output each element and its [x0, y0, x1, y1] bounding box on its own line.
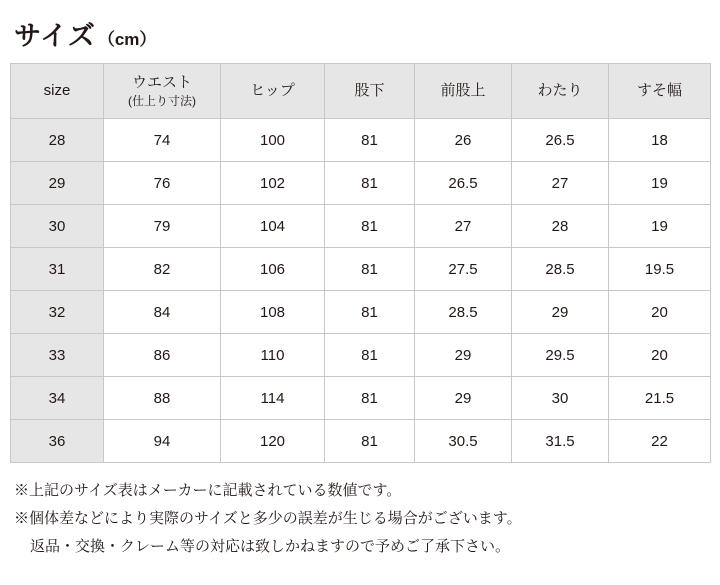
table-row	[11, 334, 711, 377]
cell-hem: 22	[609, 420, 711, 463]
cell-thigh: 29	[512, 291, 609, 334]
cell-front-rise: 29	[415, 334, 512, 377]
table-header-row	[11, 64, 711, 119]
column-header-inseam: 股下	[325, 64, 415, 119]
cell-hem: 18	[609, 119, 711, 162]
cell-size: 34	[11, 377, 104, 420]
cell-hip: 104	[221, 205, 325, 248]
cell-thigh: 27	[512, 162, 609, 205]
cell-hip: 100	[221, 119, 325, 162]
cell-inseam: 81	[325, 205, 415, 248]
column-header-size: size	[11, 64, 104, 119]
cell-hip: 106	[221, 248, 325, 291]
cell-inseam: 81	[325, 248, 415, 291]
page-title-unit: （cm）	[97, 30, 157, 49]
table-row	[11, 119, 711, 162]
cell-waist: 86	[104, 334, 221, 377]
cell-waist: 88	[104, 377, 221, 420]
cell-front-rise: 28.5	[415, 291, 512, 334]
table-row	[11, 377, 711, 420]
cell-front-rise: 30.5	[415, 420, 512, 463]
cell-size: 36	[11, 420, 104, 463]
table-body	[11, 119, 711, 463]
cell-hem: 19	[609, 205, 711, 248]
cell-front-rise: 29	[415, 377, 512, 420]
cell-front-rise: 27	[415, 205, 512, 248]
table-row	[11, 205, 711, 248]
cell-waist: 94	[104, 420, 221, 463]
cell-inseam: 81	[325, 334, 415, 377]
cell-hem: 21.5	[609, 377, 711, 420]
size-table	[10, 63, 711, 463]
note-line-1: ※上記のサイズ表はメーカーに記載されている数値です。	[14, 482, 402, 499]
cell-inseam: 81	[325, 119, 415, 162]
table-row	[11, 248, 711, 291]
cell-hip: 110	[221, 334, 325, 377]
cell-hip: 114	[221, 377, 325, 420]
cell-hem: 20	[609, 291, 711, 334]
table-row	[11, 291, 711, 334]
table-row	[11, 420, 711, 463]
notes-section	[14, 477, 710, 560]
cell-front-rise: 27.5	[415, 248, 512, 291]
column-header-hem: すそ幅	[609, 64, 711, 119]
cell-hem: 20	[609, 334, 711, 377]
cell-waist: 82	[104, 248, 221, 291]
cell-thigh: 28	[512, 205, 609, 248]
cell-inseam: 81	[325, 377, 415, 420]
note-line-3: 返品・交換・クレーム等の対応は致しかねますので予めご了承下さい。	[30, 537, 511, 555]
column-header-thigh: わたり	[512, 64, 609, 119]
table-header	[11, 64, 711, 119]
cell-thigh: 30	[512, 377, 609, 420]
cell-waist: 79	[104, 205, 221, 248]
cell-inseam: 81	[325, 162, 415, 205]
cell-front-rise: 26.5	[415, 162, 512, 205]
column-header-waist: ウエスト (仕上り寸法)	[104, 64, 221, 119]
table-row	[11, 162, 711, 205]
cell-size: 32	[11, 291, 104, 334]
cell-waist: 74	[104, 119, 221, 162]
note-line-2: ※個体差などにより実際のサイズと多少の誤差が生じる場合がございます。	[14, 509, 522, 527]
cell-hip: 102	[221, 162, 325, 205]
column-header-front-rise: 前股上	[415, 64, 512, 119]
cell-thigh: 29.5	[512, 334, 609, 377]
cell-hip: 108	[221, 291, 325, 334]
cell-waist: 76	[104, 162, 221, 205]
column-header-hip: ヒップ	[221, 64, 325, 119]
page-title	[10, 0, 710, 63]
cell-size: 31	[11, 248, 104, 291]
cell-size: 30	[11, 205, 104, 248]
cell-thigh: 28.5	[512, 248, 609, 291]
cell-hem: 19	[609, 162, 711, 205]
cell-hip: 120	[221, 420, 325, 463]
cell-thigh: 31.5	[512, 420, 609, 463]
cell-size: 28	[11, 119, 104, 162]
cell-size: 33	[11, 334, 104, 377]
cell-thigh: 26.5	[512, 119, 609, 162]
cell-size: 29	[11, 162, 104, 205]
cell-front-rise: 26	[415, 119, 512, 162]
cell-waist: 84	[104, 291, 221, 334]
cell-hem: 19.5	[609, 248, 711, 291]
cell-inseam: 81	[325, 420, 415, 463]
page-title-main: サイズ	[14, 21, 96, 51]
cell-inseam: 81	[325, 291, 415, 334]
